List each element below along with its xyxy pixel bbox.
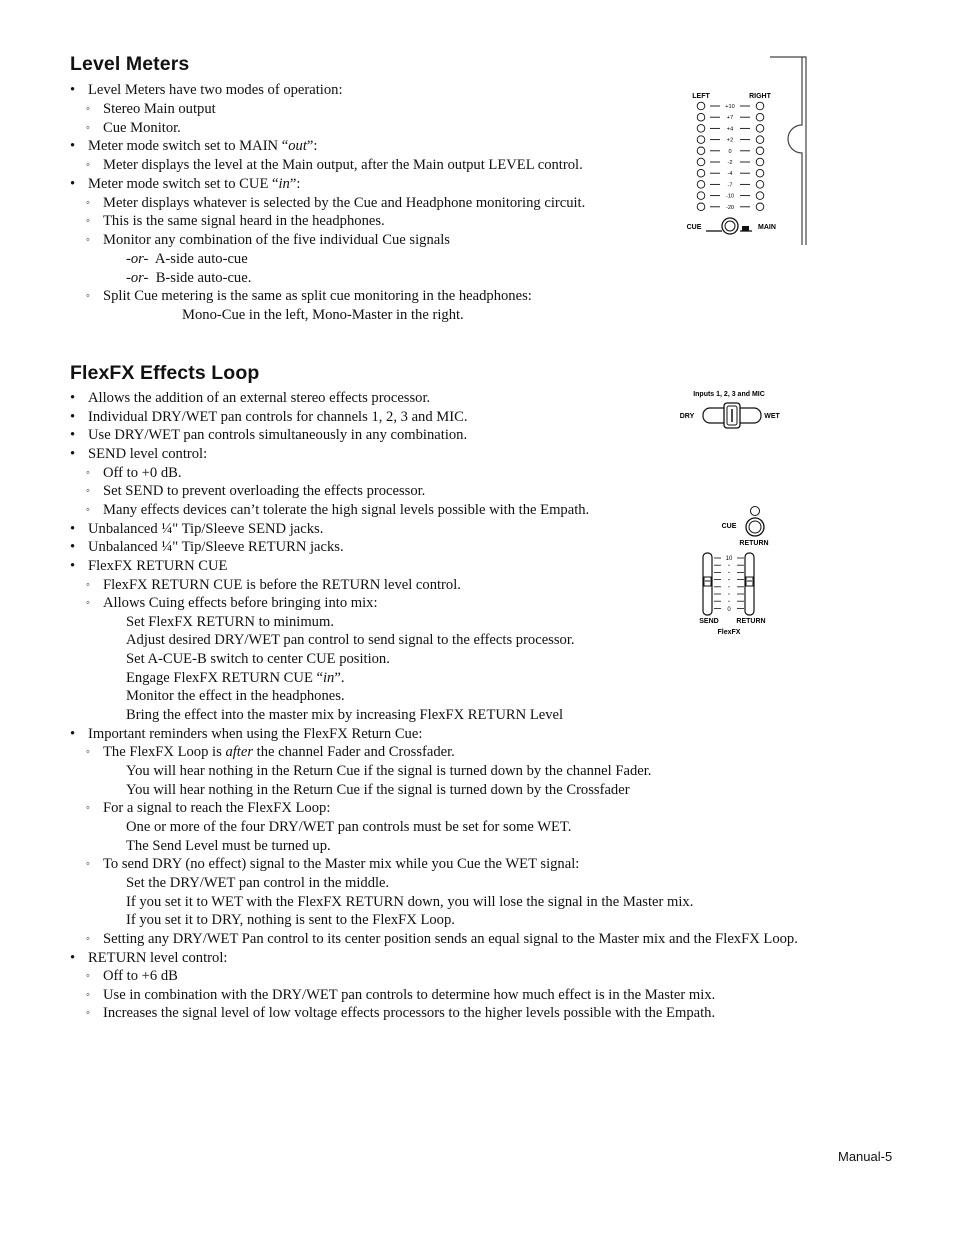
indented-line	[126, 893, 693, 911]
bullet-item	[70, 949, 227, 967]
sub-bullet-item	[86, 594, 378, 613]
line-text: FlexFX RETURN CUE is before the RETURN level control.	[103, 576, 461, 593]
sub-bullet-item	[86, 743, 455, 762]
bullet-marker: ◦	[86, 932, 90, 945]
right-meter-led	[756, 147, 764, 155]
sub-bullet-item	[86, 231, 450, 250]
bullet-item	[70, 389, 430, 407]
line-text: Mono-Cue in the left, Mono-Master in the right.	[182, 307, 464, 323]
meter-left-label: LEFT	[692, 93, 710, 100]
line-text: This is the same signal heard in the headphones.	[103, 213, 385, 230]
indented-line	[126, 818, 571, 836]
line-text: Use DRY/WET pan controls simultaneously in any combination.	[88, 427, 468, 444]
level-meter-diagram	[680, 55, 810, 250]
bullet-item	[70, 426, 467, 444]
sub-bullet-item	[86, 194, 585, 213]
indented-line	[126, 613, 334, 631]
line-text: Allows the addition of an external stereo effects processor.	[88, 390, 431, 406]
sub-bullet-item	[86, 1004, 715, 1023]
indented-line	[182, 306, 464, 324]
line-text: Set SEND to prevent overloading the effects processor.	[103, 483, 426, 500]
bullet-marker: ◦	[86, 746, 90, 759]
bullet-marker: •	[70, 445, 76, 462]
line-text: Engage FlexFX RETURN CUE “	[126, 669, 323, 686]
line-text: If you set it to DRY, nothing is sent to the FlexFX Loop.	[126, 912, 455, 929]
bullet-marker: ◦	[86, 159, 90, 171]
line-text: The Send Level must be turned up.	[126, 837, 331, 854]
line-text: Set FlexFX RETURN to minimum.	[126, 613, 334, 630]
line-emphasis: out	[288, 138, 307, 155]
flexfx-scale-top: 10	[725, 556, 733, 562]
line-text: Set the DRY/WET pan control in the middle.	[126, 874, 390, 891]
line-text: One or more of the four DRY/WET pan controls must be set for some WET.	[126, 818, 572, 835]
return-cue-led	[751, 507, 760, 516]
meter-scale-label: -4	[727, 171, 733, 178]
indented-line	[126, 687, 345, 705]
bullet-marker: •	[70, 557, 76, 574]
line-text: Unbalanced ¼" Tip/Sleeve SEND jacks.	[88, 520, 324, 537]
right-meter-led	[756, 158, 764, 166]
indented-line	[126, 269, 251, 287]
indented-line	[126, 781, 630, 799]
sub-bullet-item	[86, 855, 579, 874]
bullet-item	[70, 175, 300, 193]
line-text: Increases the signal level of low voltage effects processors to the higher levels possible with the Empath.	[103, 1005, 716, 1022]
line-text: SEND level control:	[88, 445, 208, 462]
indented-line	[126, 669, 345, 687]
left-meter-led	[697, 192, 705, 200]
line-text: Off to +0 dB.	[103, 464, 182, 481]
sub-bullet-item	[86, 212, 385, 231]
line-text: Use in combination with the DRY/WET pan controls to determine how much effect is in the Master mix.	[103, 986, 716, 1003]
bullet-marker: ◦	[86, 988, 90, 1001]
line-text: You will hear nothing in the Return Cue if the signal is turned down by the Crossfader	[126, 781, 630, 798]
line-text: Monitor the effect in the headphones.	[126, 688, 345, 705]
bullet-marker: ◦	[86, 234, 90, 246]
line-emphasis: -or-	[126, 250, 149, 267]
line-text: To send DRY (no effect) signal to the Master mix while you Cue the WET signal:	[103, 856, 580, 873]
left-meter-led	[697, 203, 705, 211]
line-text: A-side auto-cue	[148, 250, 248, 267]
right-meter-led	[756, 102, 764, 110]
indented-line	[126, 762, 651, 780]
meter-scale-label: -7	[727, 182, 733, 189]
meter-cue-label: CUE	[686, 224, 702, 231]
bullet-marker: ◦	[86, 578, 90, 591]
indented-line	[126, 250, 248, 268]
line-text: Meter mode switch set to CUE “	[88, 175, 279, 192]
line-text: Level Meters have two modes of operation:	[88, 82, 343, 98]
sub-bullet-item	[86, 967, 178, 986]
fader-scale-dot	[728, 572, 729, 573]
bullet-marker: ◦	[86, 466, 90, 479]
meter-scale-label: -10	[725, 193, 735, 200]
bullet-marker: ◦	[86, 597, 90, 610]
sub-bullet-item	[86, 100, 216, 119]
line-text: Setting any DRY/WET Pan control to its center position sends an equal signal to the Master mix and the FlexFX Loop.	[103, 930, 798, 947]
sub-bullet-item	[86, 986, 715, 1005]
bullet-item	[70, 81, 343, 99]
sub-bullet-item	[86, 576, 461, 595]
right-meter-led	[756, 192, 764, 200]
flexfx-send-label: SEND	[699, 618, 719, 625]
bullet-marker: ◦	[86, 1007, 90, 1020]
line-text: Bring the effect into the master mix by increasing FlexFX RETURN Level	[126, 707, 564, 724]
panpot-wet-label: WET	[764, 413, 780, 420]
meter-main-label: MAIN	[758, 224, 776, 231]
bullet-marker: •	[70, 138, 76, 155]
bullet-marker: •	[70, 539, 76, 556]
bullet-item	[70, 137, 317, 155]
line-text: Cue Monitor.	[103, 119, 181, 136]
bullet-marker: •	[70, 82, 76, 98]
meter-scale-label: -2	[727, 160, 733, 166]
fader-scale-dot	[728, 601, 729, 602]
meter-scale-label: +10	[725, 104, 735, 110]
line-text: ”.	[334, 669, 345, 686]
fader-scale-dot	[728, 593, 729, 594]
flexfx-caption: FlexFX	[717, 629, 741, 636]
line-text: ”:	[289, 175, 301, 192]
right-meter-led	[756, 125, 764, 133]
indented-line	[126, 837, 331, 855]
bullet-marker: ◦	[86, 802, 90, 815]
panpot-caption: Inputs 1, 2, 3 and MIC	[693, 391, 765, 398]
line-emphasis: in	[278, 175, 290, 192]
right-meter-led	[756, 136, 764, 144]
meter-scale-label: 0	[728, 148, 732, 155]
bullet-marker: ◦	[86, 290, 90, 303]
line-text: Individual DRY/WET pan controls for channels 1, 2, 3 and MIC.	[88, 408, 468, 425]
sub-bullet-item	[86, 501, 589, 520]
flexfx-scale-bottom: 0	[727, 607, 731, 613]
right-meter-led	[756, 169, 764, 177]
fader-scale-dot	[728, 565, 729, 566]
sub-bullet-item	[86, 119, 181, 138]
bullet-item	[70, 520, 323, 538]
bullet-marker: •	[70, 520, 76, 537]
bullet-marker: •	[70, 175, 76, 192]
line-text: ”:	[306, 138, 318, 155]
right-meter-led	[756, 203, 764, 211]
line-text: RETURN level control:	[88, 949, 228, 966]
indented-line	[126, 706, 563, 724]
meter-scale-label: +4	[726, 126, 734, 133]
fader-scale-dot	[728, 579, 729, 580]
meter-right-label: RIGHT	[749, 93, 771, 100]
sub-bullet-item	[86, 464, 182, 483]
bullet-marker: •	[70, 725, 76, 742]
left-meter-led	[697, 125, 705, 133]
indented-line	[126, 631, 575, 649]
bullet-marker: ◦	[86, 102, 90, 115]
line-text: Meter displays the level at the Main output, after the Main output LEVEL control.	[103, 157, 583, 173]
line-text: Allows Cuing effects before bringing into mix:	[103, 595, 378, 612]
left-meter-led	[697, 181, 705, 189]
bullet-item	[70, 538, 344, 556]
line-text: Unbalanced ¼" Tip/Sleeve RETURN jacks.	[88, 539, 344, 556]
bullet-marker: ◦	[86, 503, 90, 516]
line-text: FlexFX RETURN CUE	[88, 557, 228, 574]
left-meter-led	[697, 147, 705, 155]
line-text: Many effects devices can’t tolerate the high signal levels possible with the Empath.	[103, 501, 590, 518]
bullet-marker: •	[70, 427, 76, 444]
bullet-marker: •	[70, 949, 76, 966]
line-text: You will hear nothing in the Return Cue if the signal is turned down by the channel Fader.	[126, 763, 652, 779]
flexfx-cue-label: CUE	[721, 523, 737, 530]
sub-bullet-item	[86, 287, 532, 306]
flexfx-return-top-label: RETURN	[739, 540, 769, 547]
line-text: Important reminders when using the FlexFX Return Cue:	[88, 725, 423, 742]
flexfx-return-label: RETURN	[736, 618, 766, 625]
bullet-marker: ◦	[86, 485, 90, 498]
left-meter-led	[697, 136, 705, 144]
bullet-marker: ◦	[86, 121, 90, 134]
line-emphasis: after	[225, 744, 254, 761]
sub-bullet-item	[86, 799, 330, 818]
bullet-marker: •	[70, 408, 76, 425]
sub-bullet-item	[86, 930, 798, 949]
right-meter-led	[756, 181, 764, 189]
line-text: Split Cue metering is the same as split cue monitoring in the headphones:	[103, 288, 532, 305]
bullet-marker: ◦	[86, 858, 90, 871]
bullet-item	[70, 557, 227, 575]
line-text: If you set it to WET with the FlexFX RETURN down, you will lose the signal in the Master mix.	[126, 893, 694, 910]
line-text: Off to +6 dB	[103, 968, 178, 985]
line-text: Set A-CUE-B switch to center CUE position.	[126, 651, 390, 668]
line-text: Stereo Main output	[103, 100, 216, 117]
line-text: the channel Fader and Crossfader.	[253, 744, 455, 761]
meter-scale-label: -20	[725, 204, 735, 211]
line-text: Meter displays whatever is selected by the Cue and Headphone monitoring circuit.	[103, 194, 586, 211]
fader-scale-dot	[728, 586, 729, 587]
left-meter-led	[697, 102, 705, 110]
left-meter-led	[697, 113, 705, 121]
section-title-flexfx: FlexFX Effects Loop	[70, 362, 260, 384]
panpot-diagram	[670, 385, 790, 435]
page-number: Manual-5	[838, 1149, 893, 1164]
line-text: B-side auto-cue.	[148, 269, 252, 286]
indented-line	[126, 911, 455, 929]
right-meter-led	[756, 113, 764, 121]
line-text: Adjust desired DRY/WET pan control to send signal to the effects processor.	[126, 632, 575, 649]
bullet-item	[70, 445, 207, 463]
line-text: Monitor any combination of the five individual Cue signals	[103, 232, 450, 248]
line-text: Meter mode switch set to MAIN “	[88, 138, 289, 155]
indented-line	[126, 650, 390, 668]
bullet-item	[70, 725, 422, 743]
bullet-item	[70, 408, 468, 426]
left-meter-led	[697, 158, 705, 166]
bullet-marker: ◦	[86, 970, 90, 983]
meter-scale-label: +2	[726, 137, 734, 144]
bullet-marker: •	[70, 390, 76, 406]
sub-bullet-item	[86, 156, 583, 175]
indented-line	[126, 874, 389, 892]
meter-scale-label: +7	[726, 115, 734, 122]
line-emphasis: in	[323, 669, 335, 686]
bullet-marker: ◦	[86, 215, 90, 228]
line-text: For a signal to reach the FlexFX Loop:	[103, 800, 331, 817]
line-text: The FlexFX Loop is	[103, 744, 226, 761]
line-emphasis: -or-	[126, 269, 149, 286]
panpot-dry-label: DRY	[679, 413, 695, 420]
sub-bullet-item	[86, 482, 425, 501]
section-title-level-meters: Level Meters	[70, 53, 190, 75]
bullet-marker: ◦	[86, 196, 90, 209]
flexfx-diagram	[690, 500, 800, 645]
left-meter-led	[697, 169, 705, 177]
